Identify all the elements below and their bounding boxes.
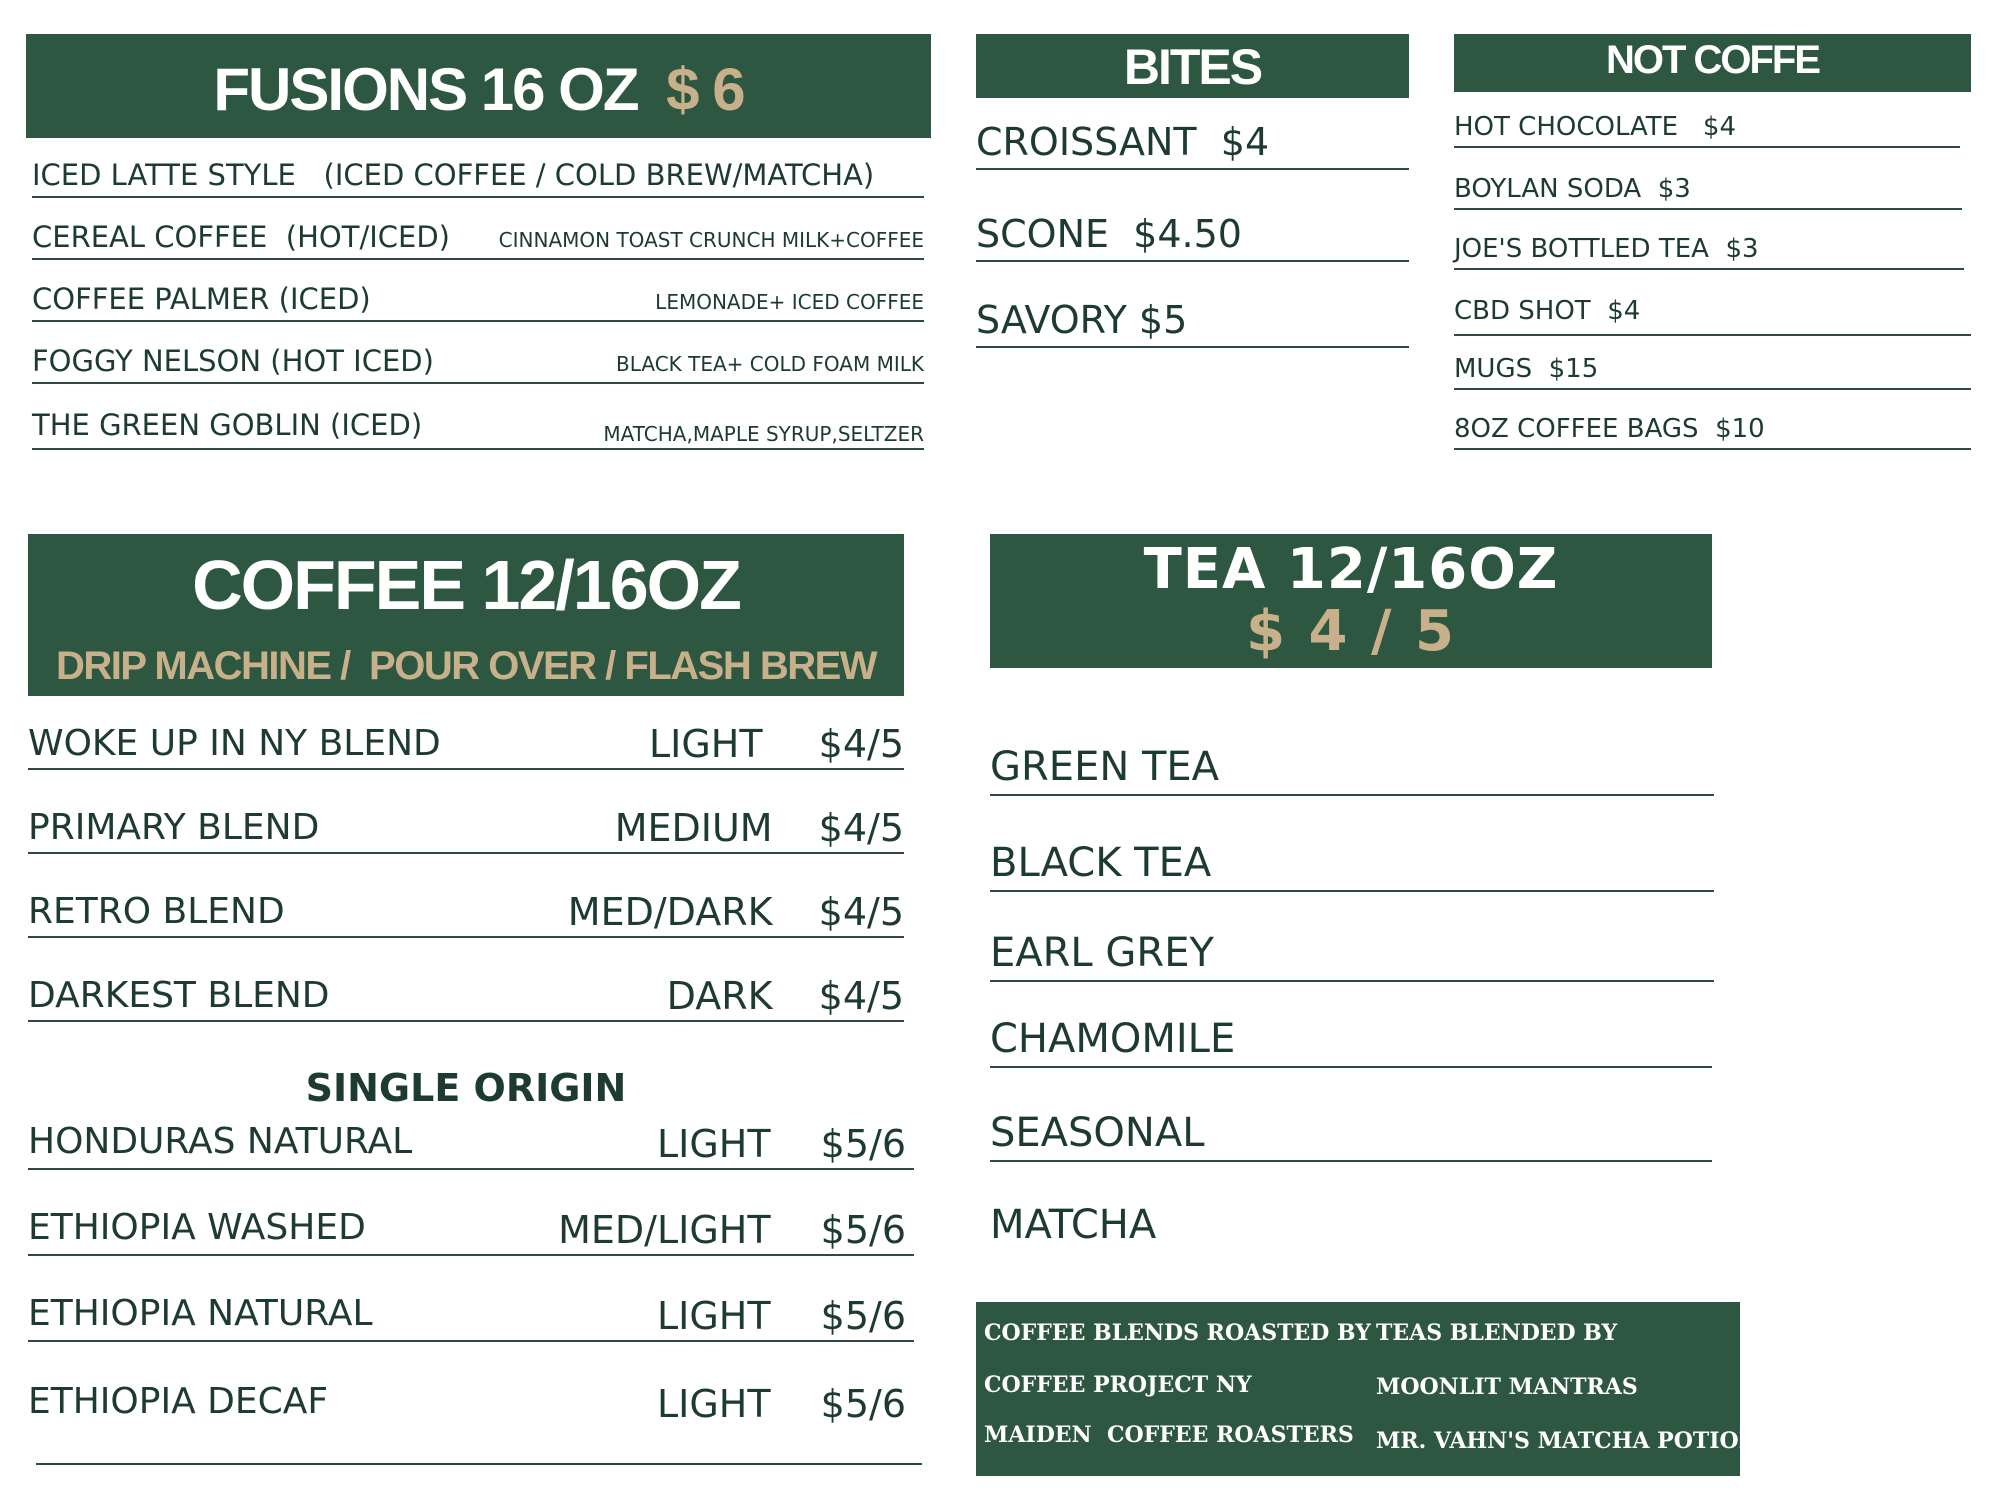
tea-row: [990, 920, 1714, 982]
coffee-name: RETRO BLEND: [28, 891, 285, 932]
coffee-row: [28, 716, 904, 770]
coffee-price: $5/6: [820, 1208, 906, 1252]
coffee-row: [28, 800, 904, 854]
coffee-name: HONDURAS NATURAL: [28, 1121, 413, 1162]
coffee-price: $5/6: [820, 1294, 906, 1338]
coffee-roast: DARK: [666, 974, 773, 1018]
bites-title: BITES: [1123, 39, 1262, 95]
coffee-name: ETHIOPIA NATURAL: [28, 1293, 373, 1334]
coffee-roast: MED/LIGHT: [558, 1208, 771, 1252]
not-coffee-row: [1454, 228, 1964, 270]
fusions-row: [32, 338, 924, 384]
fusions-row: [32, 214, 924, 260]
fusions-row: [32, 404, 924, 450]
bites-row: [976, 292, 1409, 348]
credit-line: MAIDEN COFFEE ROASTERS: [984, 1422, 1354, 1448]
tea-item: MATCHA: [990, 1202, 1157, 1248]
tea-row: [990, 1010, 1712, 1068]
coffee-price: $4/5: [818, 974, 904, 1018]
coffee-right: [649, 722, 904, 766]
not-coffee-item: 8OZ COFFEE BAGS $10: [1454, 414, 1765, 444]
coffee-roast: LIGHT: [656, 1294, 771, 1338]
fusions-item-name: ICED LATTE STYLE (ICED COFFEE / COLD BREW/MATCHA): [32, 158, 875, 192]
not-coffee-row: [1454, 288, 1971, 336]
coffee-roast: LIGHT: [656, 1122, 771, 1166]
fusions-price: $ 6: [666, 56, 744, 123]
bites-item: SAVORY $5: [976, 298, 1188, 342]
fusions-item-desc: CINNAMON TOAST CRUNCH MILK+COFFEE: [498, 228, 924, 252]
bites-item: SCONE $4.50: [976, 212, 1242, 256]
coffee-price: $5/6: [820, 1122, 906, 1166]
coffee-price: $4/5: [818, 806, 904, 850]
coffee-name: WOKE UP IN NY BLEND: [28, 723, 441, 764]
fusions-banner: [26, 34, 931, 138]
coffee-roast: MEDIUM: [614, 806, 773, 850]
coffee-row: [28, 968, 904, 1022]
coffee-name: ETHIOPIA DECAF: [28, 1381, 329, 1422]
coffee-roast: MED/DARK: [567, 890, 773, 934]
coffee-title: COFFEE 12/16OZ: [192, 546, 740, 624]
tea-row: [990, 740, 1714, 796]
credit-line: MR. VAHN'S MATCHA POTION: [1376, 1428, 1759, 1454]
coffee-price: $5/6: [820, 1382, 906, 1426]
not-coffee-item: CBD SHOT $4: [1454, 296, 1641, 326]
coffee-bottom-divider: [36, 1463, 922, 1465]
not-coffee-item: BOYLAN SODA $3: [1454, 174, 1691, 204]
fusions-item-name: THE GREEN GOBLIN (ICED): [32, 408, 423, 442]
fusions-item-desc: LEMONADE+ ICED COFFEE: [655, 290, 924, 314]
credit-heading: COFFEE BLENDS ROASTED BY: [984, 1320, 1371, 1346]
tea-item: CHAMOMILE: [990, 1016, 1236, 1062]
tea-row: [990, 830, 1714, 892]
coffee-banner: [28, 534, 904, 696]
not-coffee-item: JOE'S BOTTLED TEA $3: [1454, 234, 1759, 264]
coffee-right: [657, 1382, 906, 1426]
coffee-row: [28, 884, 904, 938]
coffee-row: [28, 1374, 914, 1428]
tea-title: TEA 12/16OZ: [1143, 537, 1559, 602]
bites-row: [976, 206, 1409, 262]
tea-row: [990, 1100, 1712, 1162]
coffee-right: [667, 974, 904, 1018]
coffee-price: $4/5: [818, 890, 904, 934]
coffee-right: [657, 1122, 906, 1166]
coffee-name: PRIMARY BLEND: [28, 807, 320, 848]
coffee-right: [558, 1208, 906, 1252]
tea-item: GREEN TEA: [990, 744, 1220, 790]
fusions-title-line: [26, 56, 931, 123]
not-coffee-title: NOT COFFE: [1605, 38, 1820, 82]
coffee-row: [28, 1288, 914, 1342]
tea-price: $ 4 / 5: [1246, 599, 1456, 664]
coffee-price: $4/5: [818, 722, 904, 766]
single-origin-heading: SINGLE ORIGIN: [305, 1066, 627, 1110]
coffee-right: [615, 806, 904, 850]
fusions-row: [32, 150, 924, 198]
coffee-name: ETHIOPIA WASHED: [28, 1207, 366, 1248]
tea-row: [990, 1190, 1712, 1252]
not-coffee-item: MUGS $15: [1454, 354, 1599, 384]
tea-item: EARL GREY: [990, 930, 1214, 976]
fusions-item-name: CEREAL COFFEE (HOT/ICED): [32, 220, 450, 254]
credit-heading: TEAS BLENDED BY: [1376, 1320, 1618, 1346]
coffee-roast: LIGHT: [648, 722, 763, 766]
fusions-title: FUSIONS 16 OZ: [213, 56, 638, 123]
coffee-name: DARKEST BLEND: [28, 975, 330, 1016]
coffee-right: [657, 1294, 906, 1338]
not-coffee-banner: [1454, 34, 1971, 92]
coffee-subtitle: DRIP MACHINE / POUR OVER / FLASH BREW: [55, 644, 877, 688]
bites-item: CROISSANT $4: [976, 120, 1270, 164]
credit-line: COFFEE PROJECT NY: [984, 1372, 1252, 1398]
tea-item: BLACK TEA: [990, 840, 1212, 886]
fusions-item-desc: BLACK TEA+ COLD FOAM MILK: [616, 352, 924, 376]
fusions-row: [32, 276, 924, 322]
coffee-right: [568, 890, 904, 934]
bites-banner: [976, 34, 1409, 98]
not-coffee-row: [1454, 108, 1960, 148]
fusions-item-desc: MATCHA,MAPLE SYRUP,SELTZER: [603, 422, 924, 446]
tea-banner: [990, 534, 1712, 668]
coffee-roast: LIGHT: [656, 1382, 771, 1426]
coffee-row: [28, 1116, 914, 1170]
not-coffee-item: HOT CHOCOLATE $4: [1454, 112, 1736, 142]
not-coffee-row: [1454, 166, 1962, 210]
not-coffee-row: [1454, 348, 1971, 390]
fusions-item-name: COFFEE PALMER (ICED): [32, 282, 371, 316]
credit-line: MOONLIT MANTRAS: [1376, 1374, 1638, 1400]
tea-item: SEASONAL: [990, 1110, 1205, 1156]
coffee-row: [28, 1202, 914, 1256]
roaster-credits-box: [976, 1302, 1759, 1476]
fusions-item-name: FOGGY NELSON (HOT ICED): [32, 344, 434, 378]
bites-row: [976, 118, 1409, 170]
not-coffee-row: [1454, 408, 1971, 450]
